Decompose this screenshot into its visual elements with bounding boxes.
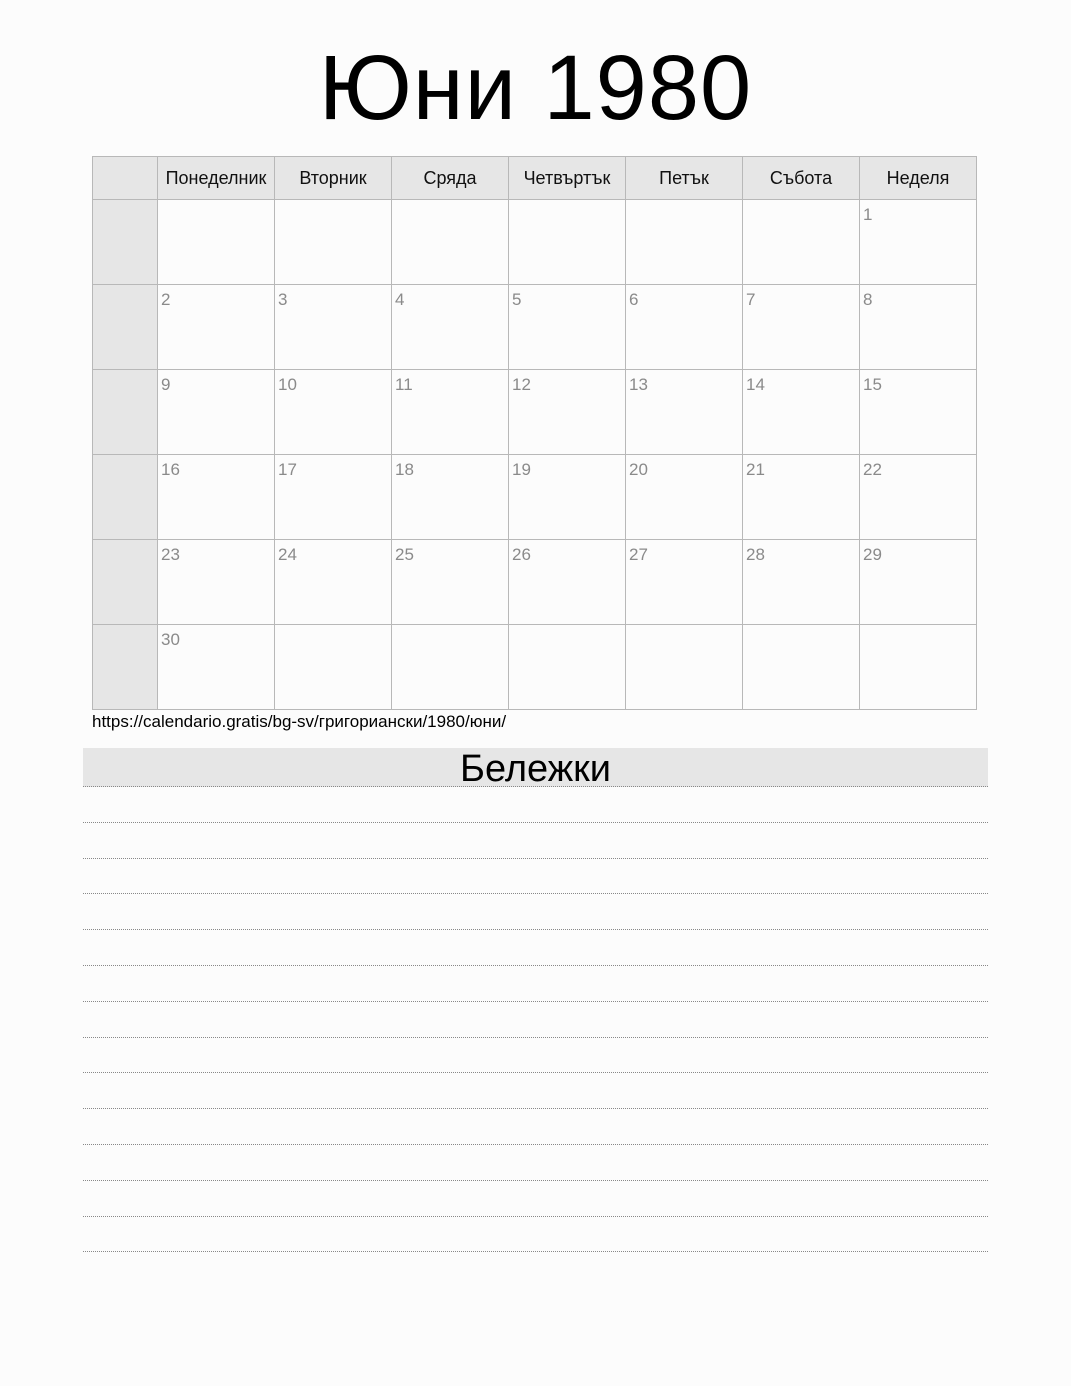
day-number: 11 [395,375,413,394]
week-number-cell [93,455,158,540]
day-cell [860,200,977,285]
day-number: 17 [278,460,297,479]
day-number: 1 [863,205,873,224]
weekday-header: Събота [743,157,860,200]
day-number: 27 [629,545,648,564]
day-number: 23 [161,545,180,564]
day-number [392,200,508,205]
day-cell [158,540,275,625]
week-row [93,625,977,710]
day-cell [509,625,626,710]
day-cell [626,200,743,285]
day-number: 16 [161,460,180,479]
day-cell [860,370,977,455]
day-cell [275,370,392,455]
day-cell [392,285,509,370]
day-cell [275,625,392,710]
day-number: 2 [161,290,171,309]
day-cell [158,285,275,370]
day-cell [860,625,977,710]
weekday-header-row [93,157,977,200]
day-cell [158,370,275,455]
day-cell [275,285,392,370]
weekday-header: Неделя [860,157,977,200]
weekday-header: Понеделник [158,157,275,200]
day-number: 13 [629,375,648,394]
note-line [83,1037,988,1038]
note-line [83,1251,988,1252]
day-cell [275,200,392,285]
day-cell [860,540,977,625]
day-cell [626,285,743,370]
day-cell [626,370,743,455]
day-cell [158,200,275,285]
day-cell [509,370,626,455]
note-line [83,822,988,823]
note-line [83,1180,988,1181]
week-number-cell [93,285,158,370]
day-number: 26 [512,545,531,564]
day-cell [392,455,509,540]
page-title: Юни 1980 [318,37,753,139]
note-line [83,893,988,894]
day-number: 19 [512,460,531,479]
week-row [93,370,977,455]
day-number: 5 [512,290,522,309]
day-number: 15 [863,375,882,394]
day-number [860,625,976,630]
day-cell [743,200,860,285]
day-number: 9 [161,375,171,394]
day-number: 18 [395,460,414,479]
day-cell [626,625,743,710]
week-number-cell [93,625,158,710]
note-line [83,1001,988,1002]
day-cell [275,540,392,625]
day-cell [626,455,743,540]
day-number [626,200,742,205]
day-cell [509,455,626,540]
day-number: 24 [278,545,297,564]
day-number: 25 [395,545,414,564]
day-number: 29 [863,545,882,564]
week-number-header [93,157,158,200]
day-cell [392,200,509,285]
day-number: 8 [863,290,873,309]
day-number [275,625,391,630]
day-cell [743,540,860,625]
day-number [158,200,274,205]
day-number: 28 [746,545,765,564]
day-cell [743,625,860,710]
week-number-cell [93,540,158,625]
weekday-header: Сряда [392,157,509,200]
week-row [93,540,977,625]
week-number-cell [93,200,158,285]
note-line [83,1144,988,1145]
weekday-header: Петък [626,157,743,200]
day-cell [860,455,977,540]
day-number: 12 [512,375,531,394]
day-number: 6 [629,290,639,309]
day-cell [509,200,626,285]
day-cell [392,625,509,710]
day-number [509,200,625,205]
note-line [83,929,988,930]
source-url: https://calendario.gratis/bg-sv/григориански/1980/юни/ [92,712,507,731]
week-row [93,455,977,540]
day-number: 20 [629,460,648,479]
day-number: 10 [278,375,297,394]
day-number [743,625,859,630]
week-row [93,285,977,370]
day-cell [860,285,977,370]
notes-heading: Бележки [83,748,988,787]
day-cell [509,540,626,625]
day-number [626,625,742,630]
day-number: 7 [746,290,756,309]
day-number [509,625,625,630]
day-cell [392,540,509,625]
day-cell [275,455,392,540]
note-line [83,965,988,966]
day-cell [743,285,860,370]
day-cell [158,625,275,710]
note-line [83,1072,988,1073]
day-cell [743,455,860,540]
weekday-header: Четвъртък [509,157,626,200]
note-line [83,1108,988,1109]
day-cell [626,540,743,625]
calendar-grid [92,156,977,710]
day-cell [509,285,626,370]
note-line [83,858,988,859]
day-number: 22 [863,460,882,479]
day-number [392,625,508,630]
day-cell [158,455,275,540]
day-number: 14 [746,375,765,394]
day-number: 3 [278,290,288,309]
note-line [83,1216,988,1217]
day-cell [743,370,860,455]
weekday-header: Вторник [275,157,392,200]
day-number [743,200,859,205]
day-cell [392,370,509,455]
day-number: 21 [746,460,765,479]
day-number: 30 [161,630,180,649]
day-number [275,200,391,205]
week-row [93,200,977,285]
week-number-cell [93,370,158,455]
day-number: 4 [395,290,405,309]
